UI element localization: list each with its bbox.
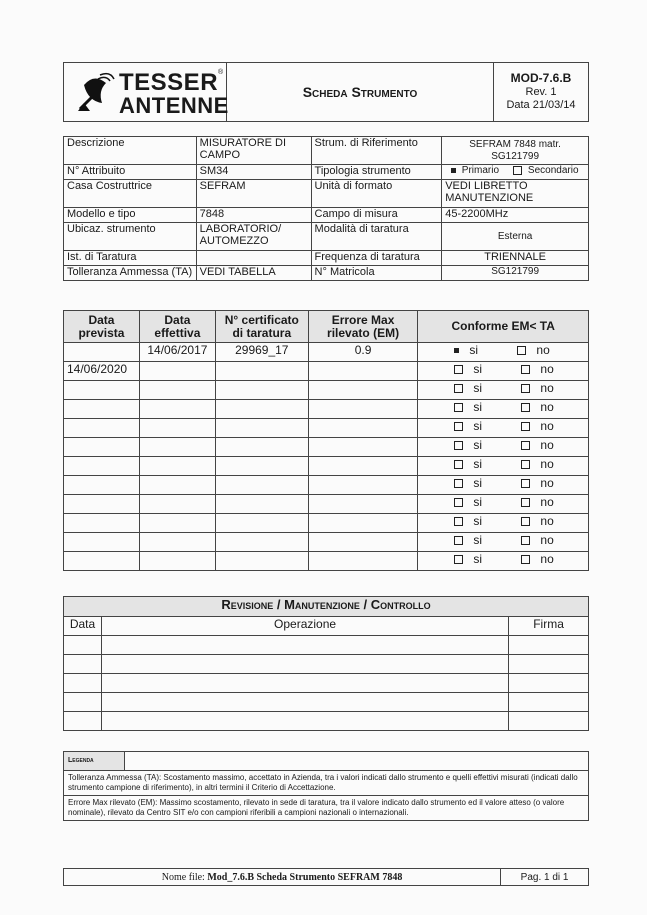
no-checkbox[interactable] [521, 384, 530, 393]
errore-max-cell [308, 362, 418, 381]
data-prevista-cell [64, 495, 140, 514]
si-checkbox[interactable] [454, 517, 463, 526]
errore-max-cell [308, 495, 418, 514]
errore-max-cell [308, 476, 418, 495]
no-label: no [540, 419, 554, 433]
tipologia-label: Tipologia strumento [311, 165, 442, 180]
modalita-value: Esterna [442, 223, 589, 251]
revision-row [64, 655, 589, 674]
no-label: no [540, 438, 554, 452]
data-effettiva-cell [139, 362, 215, 381]
revision-row [64, 674, 589, 693]
data-prevista-cell [64, 343, 140, 362]
errore-max-cell [308, 438, 418, 457]
no-checkbox[interactable] [521, 441, 530, 450]
si-checkbox[interactable] [454, 536, 463, 545]
si-checkbox[interactable] [454, 555, 463, 564]
legend-table [63, 751, 589, 821]
certificato-cell [215, 495, 308, 514]
ist-value [196, 251, 311, 266]
attributo-value: SM34 [196, 165, 311, 180]
header-data-prevista: Data prevista [64, 311, 140, 343]
revision-col-data: Data [64, 617, 102, 636]
no-checkbox[interactable] [521, 536, 530, 545]
footer-filename-cell [64, 869, 501, 886]
data-prevista-cell [64, 381, 140, 400]
instrument-info-table [63, 136, 589, 281]
data-effettiva-cell [139, 381, 215, 400]
data-effettiva-cell [139, 514, 215, 533]
certificato-cell [215, 457, 308, 476]
data-effettiva-cell [139, 400, 215, 419]
no-label: no [540, 533, 554, 547]
si-label: si [473, 438, 483, 452]
revision-data-cell[interactable] [64, 636, 102, 655]
si-label: si [473, 362, 483, 376]
document-date: Data 21/03/14 [506, 99, 576, 111]
legend-header-spacer [125, 752, 589, 771]
modello-label: Modello e tipo [64, 208, 197, 223]
certificato-cell [215, 400, 308, 419]
data-effettiva-cell [139, 476, 215, 495]
no-checkbox[interactable] [521, 479, 530, 488]
si-label: si [469, 343, 479, 357]
conforme-cell [418, 381, 589, 400]
calibration-row [64, 495, 589, 514]
toll-label: Tolleranza Ammessa (TA) [64, 266, 197, 281]
revision-operazione-cell[interactable] [101, 712, 508, 731]
calibration-row [64, 400, 589, 419]
campo-value: 45-2200MHz [442, 208, 589, 223]
casa-label: Casa Costruttrice [64, 180, 197, 208]
errore-max-cell [308, 514, 418, 533]
calibration-row [64, 362, 589, 381]
no-checkbox[interactable] [521, 422, 530, 431]
data-prevista-cell [64, 419, 140, 438]
revision-data-cell[interactable] [64, 693, 102, 712]
si-checkbox[interactable] [454, 365, 463, 374]
matricola-value: SG121799 [442, 266, 589, 281]
footer-filename: Mod_7.6.B Scheda Strumento SEFRAM 7848 [207, 871, 403, 883]
revision-data-cell[interactable] [64, 712, 102, 731]
no-label: no [540, 457, 554, 471]
conforme-cell [418, 533, 589, 552]
data-prevista-cell [64, 476, 140, 495]
revision-operazione-cell[interactable] [101, 655, 508, 674]
revision-firma-cell[interactable] [509, 636, 589, 655]
si-label: si [473, 514, 483, 528]
si-checkbox[interactable] [454, 441, 463, 450]
certificato-cell [215, 362, 308, 381]
no-label: no [540, 362, 554, 376]
calibration-row [64, 438, 589, 457]
revision-rows [64, 636, 589, 731]
data-effettiva-cell [139, 419, 215, 438]
data-effettiva-cell [139, 457, 215, 476]
si-label: si [473, 552, 483, 566]
logo-text-antenne: ANTENNE [119, 93, 229, 118]
no-label: no [536, 343, 550, 357]
errore-max-cell [308, 533, 418, 552]
unita-value: VEDI LIBRETTO MANUTENZIONE [442, 180, 589, 208]
secondario-label: Secondario [527, 165, 579, 176]
revision-data-cell[interactable] [64, 655, 102, 674]
revision-table [63, 596, 589, 731]
no-checkbox[interactable] [521, 403, 530, 412]
footer-table [63, 868, 589, 886]
calibration-row [64, 457, 589, 476]
header-errore-max: Errore Max rilevato (EM) [308, 311, 418, 343]
si-checkbox[interactable] [454, 403, 463, 412]
calibration-table [63, 310, 589, 571]
revision-row [64, 636, 589, 655]
header-conforme: Conforme EM< TA [418, 311, 589, 343]
conforme-cell [418, 343, 589, 362]
toll-value: VEDI TABELLA [196, 266, 311, 281]
document-revision: Rev. 1 [525, 86, 557, 98]
data-prevista-cell [64, 438, 140, 457]
errore-max-cell [308, 552, 418, 571]
calibration-row [64, 533, 589, 552]
descrizione-value: MISURATORE DI CAMPO [196, 137, 311, 165]
no-label: no [540, 381, 554, 395]
certificato-cell [215, 381, 308, 400]
revision-row [64, 712, 589, 731]
si-checkbox[interactable] [454, 460, 463, 469]
si-checkbox[interactable] [454, 479, 463, 488]
errore-max-cell [308, 381, 418, 400]
revision-firma-cell[interactable] [509, 693, 589, 712]
no-label: no [540, 514, 554, 528]
revision-firma-cell[interactable] [509, 712, 589, 731]
footer-label: Nome file: [161, 871, 205, 883]
data-effettiva-cell [139, 438, 215, 457]
certificato-cell [215, 552, 308, 571]
certificato-cell [215, 476, 308, 495]
conforme-cell [418, 457, 589, 476]
si-checkbox[interactable] [454, 422, 463, 431]
document-code: MOD-7.6.B [510, 71, 572, 85]
data-effettiva-cell: 14/06/2017 [139, 343, 215, 362]
no-checkbox[interactable] [521, 517, 530, 526]
data-prevista-cell: 14/06/2020 [64, 362, 140, 381]
revision-operazione-cell[interactable] [101, 693, 508, 712]
certificato-cell: 29969_17 [215, 343, 308, 362]
revision-col-operazione: Operazione [101, 617, 508, 636]
header-data-effettiva: Data effettiva [139, 311, 215, 343]
conforme-cell [418, 476, 589, 495]
si-label: si [473, 457, 483, 471]
si-label: si [473, 419, 483, 433]
unita-label: Unità di formato [311, 180, 442, 208]
attributo-label: N° Attribuito [64, 165, 197, 180]
data-prevista-cell [64, 457, 140, 476]
revision-title: Revisione / Manutenzione / Controllo [64, 597, 589, 617]
revision-col-firma: Firma [509, 617, 589, 636]
legend-tolleranza: Tolleranza Ammessa (TA): Scostamento massimo, accettato in Azienda, tra i valori indicati dallo strumento e quelli effettivi misurati (indicati dallo strumento campione di riferimento), in altri termini il Criterio di Accettazione. [64, 771, 589, 796]
primario-label: Primario [461, 165, 500, 176]
revision-firma-cell[interactable] [509, 655, 589, 674]
data-prevista-cell [64, 552, 140, 571]
header-certificato: N° certificato di taratura [215, 311, 308, 343]
certificato-cell [215, 533, 308, 552]
data-effettiva-cell [139, 495, 215, 514]
document-title: Scheda Strumento [227, 63, 494, 122]
calibration-row [64, 419, 589, 438]
conforme-cell [418, 514, 589, 533]
conforme-cell [418, 552, 589, 571]
no-checkbox[interactable] [521, 460, 530, 469]
si-label: si [473, 381, 483, 395]
conforme-cell [418, 362, 589, 381]
calibration-row [64, 552, 589, 571]
no-label: no [540, 495, 554, 509]
no-checkbox[interactable] [521, 498, 530, 507]
no-checkbox[interactable] [517, 346, 526, 355]
errore-max-cell [308, 400, 418, 419]
si-label: si [473, 476, 483, 490]
conforme-cell [418, 495, 589, 514]
calibration-row [64, 476, 589, 495]
freq-label: Frequenza di taratura [311, 251, 442, 266]
conforme-cell [418, 400, 589, 419]
conforme-cell [418, 419, 589, 438]
footer-page: Pag. 1 di 1 [501, 869, 589, 886]
si-checkbox[interactable] [454, 498, 463, 507]
si-checkbox[interactable] [454, 348, 459, 353]
freq-value: TRIENNALE [442, 251, 589, 266]
si-label: si [473, 533, 483, 547]
data-effettiva-cell [139, 533, 215, 552]
revision-firma-cell[interactable] [509, 674, 589, 693]
calibration-row [64, 343, 589, 362]
ubicaz-label: Ubicaz. strumento [64, 223, 197, 251]
ist-label: Ist. di Taratura [64, 251, 197, 266]
errore-max-cell: 0.9 [308, 343, 418, 362]
data-prevista-cell [64, 514, 140, 533]
errore-max-cell [308, 419, 418, 438]
revision-data-cell[interactable] [64, 674, 102, 693]
certificato-cell [215, 419, 308, 438]
legend-errore: Errore Max rilevato (EM): Massimo scostamento, rilevato in sede di taratura, tra il valore indicato dallo strumento ed il valore atteso (o valore nominale), rilevato da Centro SIT e/o con campioni riferibili a campioni nazionali o internazionali. [64, 796, 589, 821]
no-label: no [540, 476, 554, 490]
descrizione-label: Descrizione [64, 137, 197, 165]
casa-value: SEFRAM [196, 180, 311, 208]
data-effettiva-cell [139, 552, 215, 571]
logo [64, 63, 227, 122]
conforme-cell [418, 438, 589, 457]
revision-operazione-cell[interactable] [101, 674, 508, 693]
no-label: no [540, 400, 554, 414]
logo-registered-mark: ® [218, 69, 224, 76]
campo-label: Campo di misura [311, 208, 442, 223]
certificato-cell [215, 438, 308, 457]
no-checkbox[interactable] [521, 365, 530, 374]
data-prevista-cell [64, 533, 140, 552]
calibration-row [64, 381, 589, 400]
matricola-label: N° Matricola [311, 266, 442, 281]
calibration-rows [64, 343, 589, 571]
legend-title: Legenda [64, 752, 125, 771]
logo-text-tesser: TESSER [119, 69, 219, 96]
no-checkbox[interactable] [521, 555, 530, 564]
data-prevista-cell [64, 400, 140, 419]
certificato-cell [215, 514, 308, 533]
satellite-dish-icon [76, 71, 116, 113]
no-label: no [540, 552, 554, 566]
tipologia-value [442, 165, 589, 180]
revision-operazione-cell[interactable] [101, 636, 508, 655]
revision-row [64, 693, 589, 712]
si-label: si [473, 495, 483, 509]
document-code-block [494, 63, 589, 122]
strum-rif-value: SEFRAM 7848 matr. SG121799 [442, 137, 589, 165]
ubicaz-value: LABORATORIO/ AUTOMEZZO [196, 223, 311, 251]
secondario-checkbox[interactable] [513, 166, 522, 175]
header-table [63, 62, 589, 122]
strum-rif-label: Strum. di Riferimento [311, 137, 442, 165]
modalita-label: Modalità di taratura [311, 223, 442, 251]
errore-max-cell [308, 457, 418, 476]
si-checkbox[interactable] [454, 384, 463, 393]
modello-value: 7848 [196, 208, 311, 223]
calibration-row [64, 514, 589, 533]
primario-checkbox[interactable] [451, 168, 456, 173]
si-label: si [473, 400, 483, 414]
